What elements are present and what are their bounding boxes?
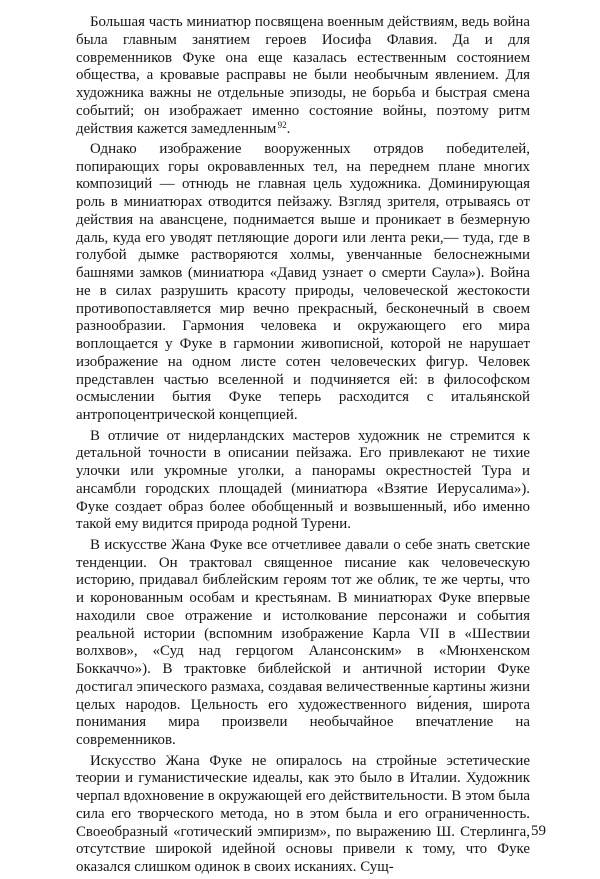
- footnote-reference: 92: [277, 119, 287, 130]
- page-number: 59: [531, 823, 546, 839]
- paragraph-secular-tendencies: В искусстве Жана Фуке все отчетливее давали о себе знать светские тенденции. Он трактовал священное писание как человеческую историю, придавал библейским героям тот же облик, те же черты, что и коронованным особам и крестьянам. В миниатюрах Фуке впервые находили свое отражение и истолкование персонажи и события реальной истории (вспомним изображение Карла VII в «Шествии волхвов», «Суд над герцогом Алансонским» в «Мюнхенском Боккаччо»). В трактовке библейской и античной истории Фуке достигал эпического размаха, создавая величественные картины жизни целых народов. Цельность его художественного ви́дения, широта понимания мира произвели необычайное впечатление на современников.: [76, 536, 530, 749]
- paragraph-fouquet-art: Искусство Жана Фуке не опиралось на стройные эстетические теории и гуманистические идеалы, как это было в Италии. Художник черпал вдохновение в окружающей его действительности. В этом была сила его творческого метода, но в этом была и его ограниченность. Своеобразный «готический эмпиризм», по выражению Ш. Стерлинга, отсутствие широкой идейной основы привели к тому, что Фуке оказался слишком одинок в своих исканиях. Сущ-: [76, 752, 530, 875]
- paragraph-netherlandish-contrast: В отличие от нидерландских мастеров художник не стремится к детальной точности в описании пейзажа. Его привлекают не тихие улочки или укромные уголки, а панорамы окрестностей Тура и ансамбли городских площадей (миниатюра «Взятие Иерусалима»). Фуке создает образ более обобщенный и возвышенный, ибо именно такой ему видится природа родной Турени.: [76, 427, 530, 533]
- paragraph-punctuation: .: [286, 120, 291, 137]
- paragraph-landscape-role: Однако изображение вооруженных отрядов победителей, попирающих горы окровавленных тел, на переднем плане многих композиций — отнюдь не главная цель художника. Доминирующая роль в миниатюрах отводится пейзажу. Взгляд зрителя, отрываясь от действия на авансцене, поднимается выше и проникает в безмерную даль, куда его уводят петляющие дороги или лента реки,— туда, где в голубой дымке растворяются холмы, увенчанные белоснежными башнями замков (миниатюра «Давид узнает о смерти Саула»). Война не в силах разрушить красоту природы, человеческой жестокости противопоставляется мир вечно прекрасный, бесконечный в своем разнообразии. Гармония человека и окружающего его мира воплощается у Фуке в гармонии живописной, которой не нарушает изображение на одном листе сотен человеческих фигур. Человек представлен частью вселенной и подчиняется ей: в философском осмыслении бытия Фуке теперь расходится с итальянской антропоцентрической концепцией.: [76, 140, 530, 424]
- book-page-text: [76, 14, 530, 879]
- paragraph-text: Большая часть миниатюр посвящена военным действиям, ведь война была главным занятием героев Иосифа Флавия. Да и для современников Фуке она еще казалась естественным состоянием общества, а кровавые расправы не были необычным явлением. Для художника важны не отдельные эпизоды, не борьба и быстрая смена событий; он изображает именно состояние войны, поэтому ритм действия кажется замедленным: [76, 14, 530, 137]
- paragraph-military-miniatures: [76, 14, 530, 138]
